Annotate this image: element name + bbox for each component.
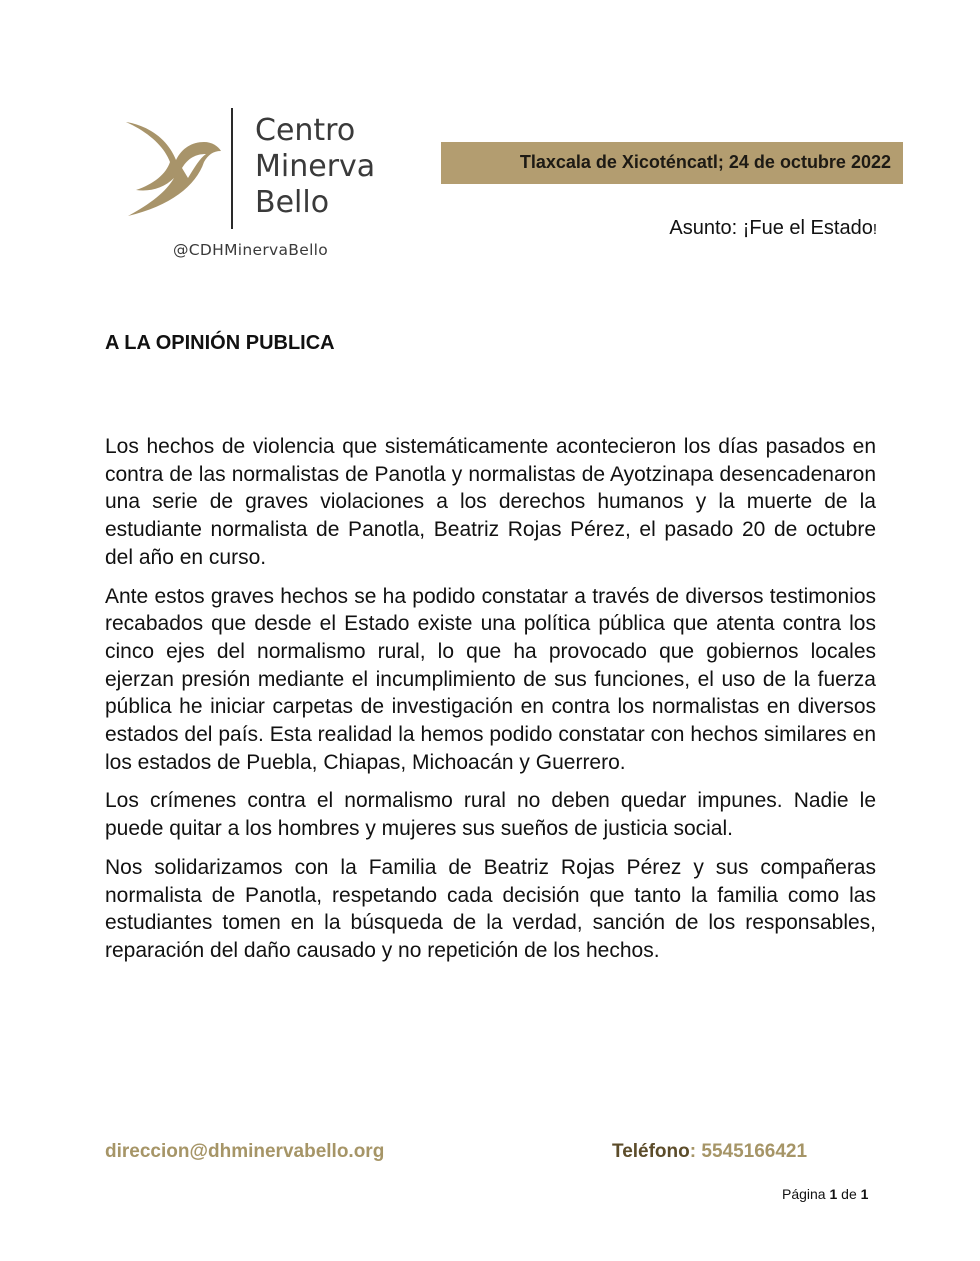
dove-icon [120,116,222,220]
date-banner [441,142,903,184]
page-separator: de [837,1186,861,1202]
social-handle: @CDHMinervaBello [173,241,329,259]
page-prefix: Página [782,1186,830,1202]
organization-name [255,113,375,221]
org-name-line: Bello [255,185,330,220]
subject-line [669,217,877,240]
phone-number: : 5545166421 [689,1141,808,1162]
org-name-line: Minerva [255,149,376,184]
footer-email: direccion@dhminervabello.org [105,1141,385,1162]
body-paragraph: Ante estos graves hechos se ha podido constatar a través de diversos testimonios recabados que desde el Estado existe una política pública que atenta contra los cinco ejes del normalismo rural, lo que ha provocado que gobiernos locales ejerzan presión mediante el incumplimiento de sus funciones, el uso de la fuerza pública he iniciar carpetas de investigación en contra los normalistas en diversos estados del país. Esta realidad la hemos podido constatar con hechos similares en los estados de Puebla, Chiapas, Michoacán y Guerrero. [105,584,876,774]
page-total: 1 [860,1186,869,1202]
body-paragraph: Los crímenes contra el normalismo rural no deben quedar impunes. Nadie le puede quitar a los hombres y mujeres sus sueños de justicia social. [105,789,876,841]
page-number [782,1186,868,1202]
subject-exclamation: ! [872,221,877,238]
subject-label: Asunto: ¡Fue el Estado [669,217,873,239]
date-line: Tlaxcala de Xicoténcatl; 24 de octubre 2022 [519,152,891,172]
phone-label: Teléfono [612,1141,690,1162]
body-paragraph: Los hechos de violencia que sistemáticamente acontecieron los días pasados en contra de las normalistas de Panotla y normalistas de Ayotzinapa desencadenaron una serie de graves violaciones a los derechos humanos y la muerte de la estudiante normalista de Panotla, Beatriz Rojas Pérez, el pasado 20 de octubre del año en curso. [105,435,876,569]
page-current: 1 [829,1186,838,1202]
footer-phone [612,1141,807,1163]
document-heading: A LA OPINIÓN PUBLICA [105,332,335,354]
body-paragraph: Nos solidarizamos con la Familia de Beatriz Rojas Pérez y sus compañeras normalista de Panotla, respetando cada decisión que tanto la familia como las estudiantes tomen en la búsqueda de la verdad, sanción de los responsables, reparación del daño causado y no repetición de los hechos. [105,855,876,962]
logo-divider [231,108,233,229]
document-body [105,433,876,976]
org-name-line: Centro [255,113,356,148]
